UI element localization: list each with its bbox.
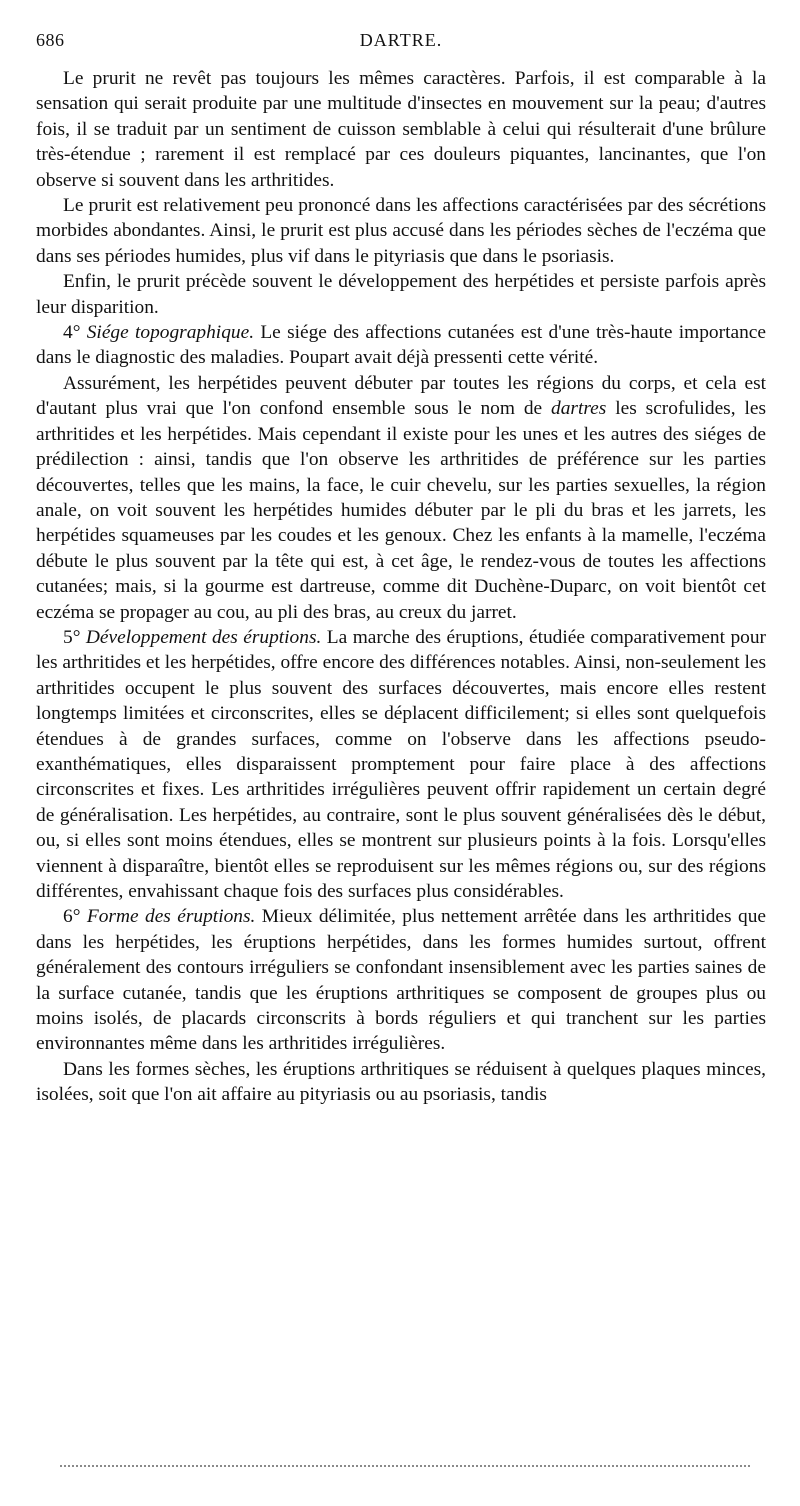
page — [36, 30, 766, 1108]
paragraph-text: Le siége des affections cutanées est d'une très-haute importance dans le diagnostic des maladies. Poupart avait déjà pressenti cette vérité. — [36, 322, 766, 369]
paragraph-prurit-caracteres — [36, 66, 766, 193]
paragraph-text: Le prurit est relativement peu prononcé dans les affections caractérisées par des sécrétions morbides abondantes. Ainsi, le prurit est plus accusé dans les périodes sèches de l'eczéma que dans ses périodes humides, plus vif dans le pityriasis que dans le psoriasis. — [36, 195, 766, 267]
section-number: 5° — [63, 626, 86, 648]
section-developpement-eruptions — [36, 625, 766, 904]
section-forme-eruptions — [36, 904, 766, 1056]
section-heading: Siége topographique. — [86, 322, 255, 344]
paragraph-prurit-enfin — [36, 269, 766, 320]
section-number: 6° — [63, 906, 87, 928]
footer-dotted-rule — [60, 1465, 750, 1467]
paragraph-text: Assurément, les herpétides peuvent débuter par toutes les régions du corps, et cela est d'autant plus vrai que l'on confond ensemble sous le nom de — [36, 372, 766, 420]
paragraph-text: Mieux délimitée, plus nettement arrêtée dans les arthritides que dans les herpétides, les éruptions herpétides, dans les formes humides surtout, offrent généralement des contours irréguliers se confondant insensiblement avec les parties saines de la surface cutanée, tandis que les éruptions arthritiques se composent de groupes plus ou moins isolés, de placards circonscrits à bords réguliers et qui tranchent sur les parties environnantes même dans les arthritides irrégulières. — [36, 906, 766, 1055]
section-heading: Développement des éruptions. — [85, 626, 322, 648]
body-text — [36, 66, 766, 1108]
paragraph-text: Enfin, le prurit précède souvent le développement des herpétides et persiste parfois après leur disparition. — [36, 271, 766, 318]
paragraph-herpetides-regions — [36, 371, 766, 625]
paragraph-text: La marche des éruptions, étudiée comparativement pour les arthritides et les herpétides, offre encore des différences notables. Ainsi, non-seulement les arthritides occupent le plus souvent des surfaces découvertes, mais encore elles restent longtemps limitées et circonscrites, elles se déplacent difficilement; si elles sont quelquefois étendues à de grandes surfaces, comme on l'observe dans les affections pseudo-exanthématiques, elles disparaissent promptement pour faire place à des affections circonscrites et fixes. Les arthritides irrégulières peuvent offrir rapidement un certain degré de généralisation. Les herpétides, au contraire, sont le plus souvent généralisées dès le début, ou, si elles sont moins étendues, elles se montrent sur plusieurs points à la fois. Lorsqu'elles viennent à disparaître, bientôt elles se reproduisent sur les mêmes régions ou, sur des régions différentes, envahissant chaque fois des surfaces plus considérables. — [36, 626, 766, 902]
running-title: DARTRE. — [359, 30, 443, 50]
paragraph-text: Le prurit ne revêt pas toujours les mêmes caractères. Parfois, il est comparable à la sensation qui serait produite par une multitude d'insectes en mouvement sur la peau; d'autres fois, il se traduit par un sentiment de cuisson semblable à celui qui résulterait d'une brûlure très-étendue ; rarement il est remplacé par ces douleurs piquantes, lancinantes, que l'on observe si souvent dans les arthritides. — [36, 68, 766, 191]
italic-term: dartres — [551, 398, 607, 420]
section-siege-topographique — [36, 320, 766, 371]
paragraph-formes-seches — [36, 1057, 766, 1108]
section-number: 4° — [63, 322, 87, 344]
paragraph-text: Dans les formes sèches, les éruptions arthritiques se réduisent à quelques plaques minces, isolées, soit que l'on ait affaire au pityriasis ou au psoriasis, tandis — [36, 1058, 766, 1106]
paragraph-prurit-secretions — [36, 193, 766, 269]
page-number: 686 — [36, 30, 65, 50]
running-header — [36, 30, 766, 62]
section-heading: Forme des éruptions. — [86, 906, 256, 928]
paragraph-text: les scrofulides, les arthritides et les herpétides. Mais cependant il existe pour les unes et les autres des siéges de prédilection : ainsi, tandis que l'on observe les arthritides de préférence sur les parties découvertes, telles que les mains, la face, le cuir chevelu, sur les parties sexuelles, la région anale, on voit souvent les herpétides humides débuter par le pli du bras et les jarrets, les herpétides squameuses par les coudes et les genoux. Chez les enfants à la mamelle, l'eczéma débute le plus souvent par la tête qui est, à cet âge, le rendez-vous de toutes les affections cutanées; mais, si la gourme est dartreuse, comme dit Duchène-Duparc, on voit bientôt cet eczéma se propager au cou, au pli des bras, au creux du jarret. — [36, 398, 766, 623]
